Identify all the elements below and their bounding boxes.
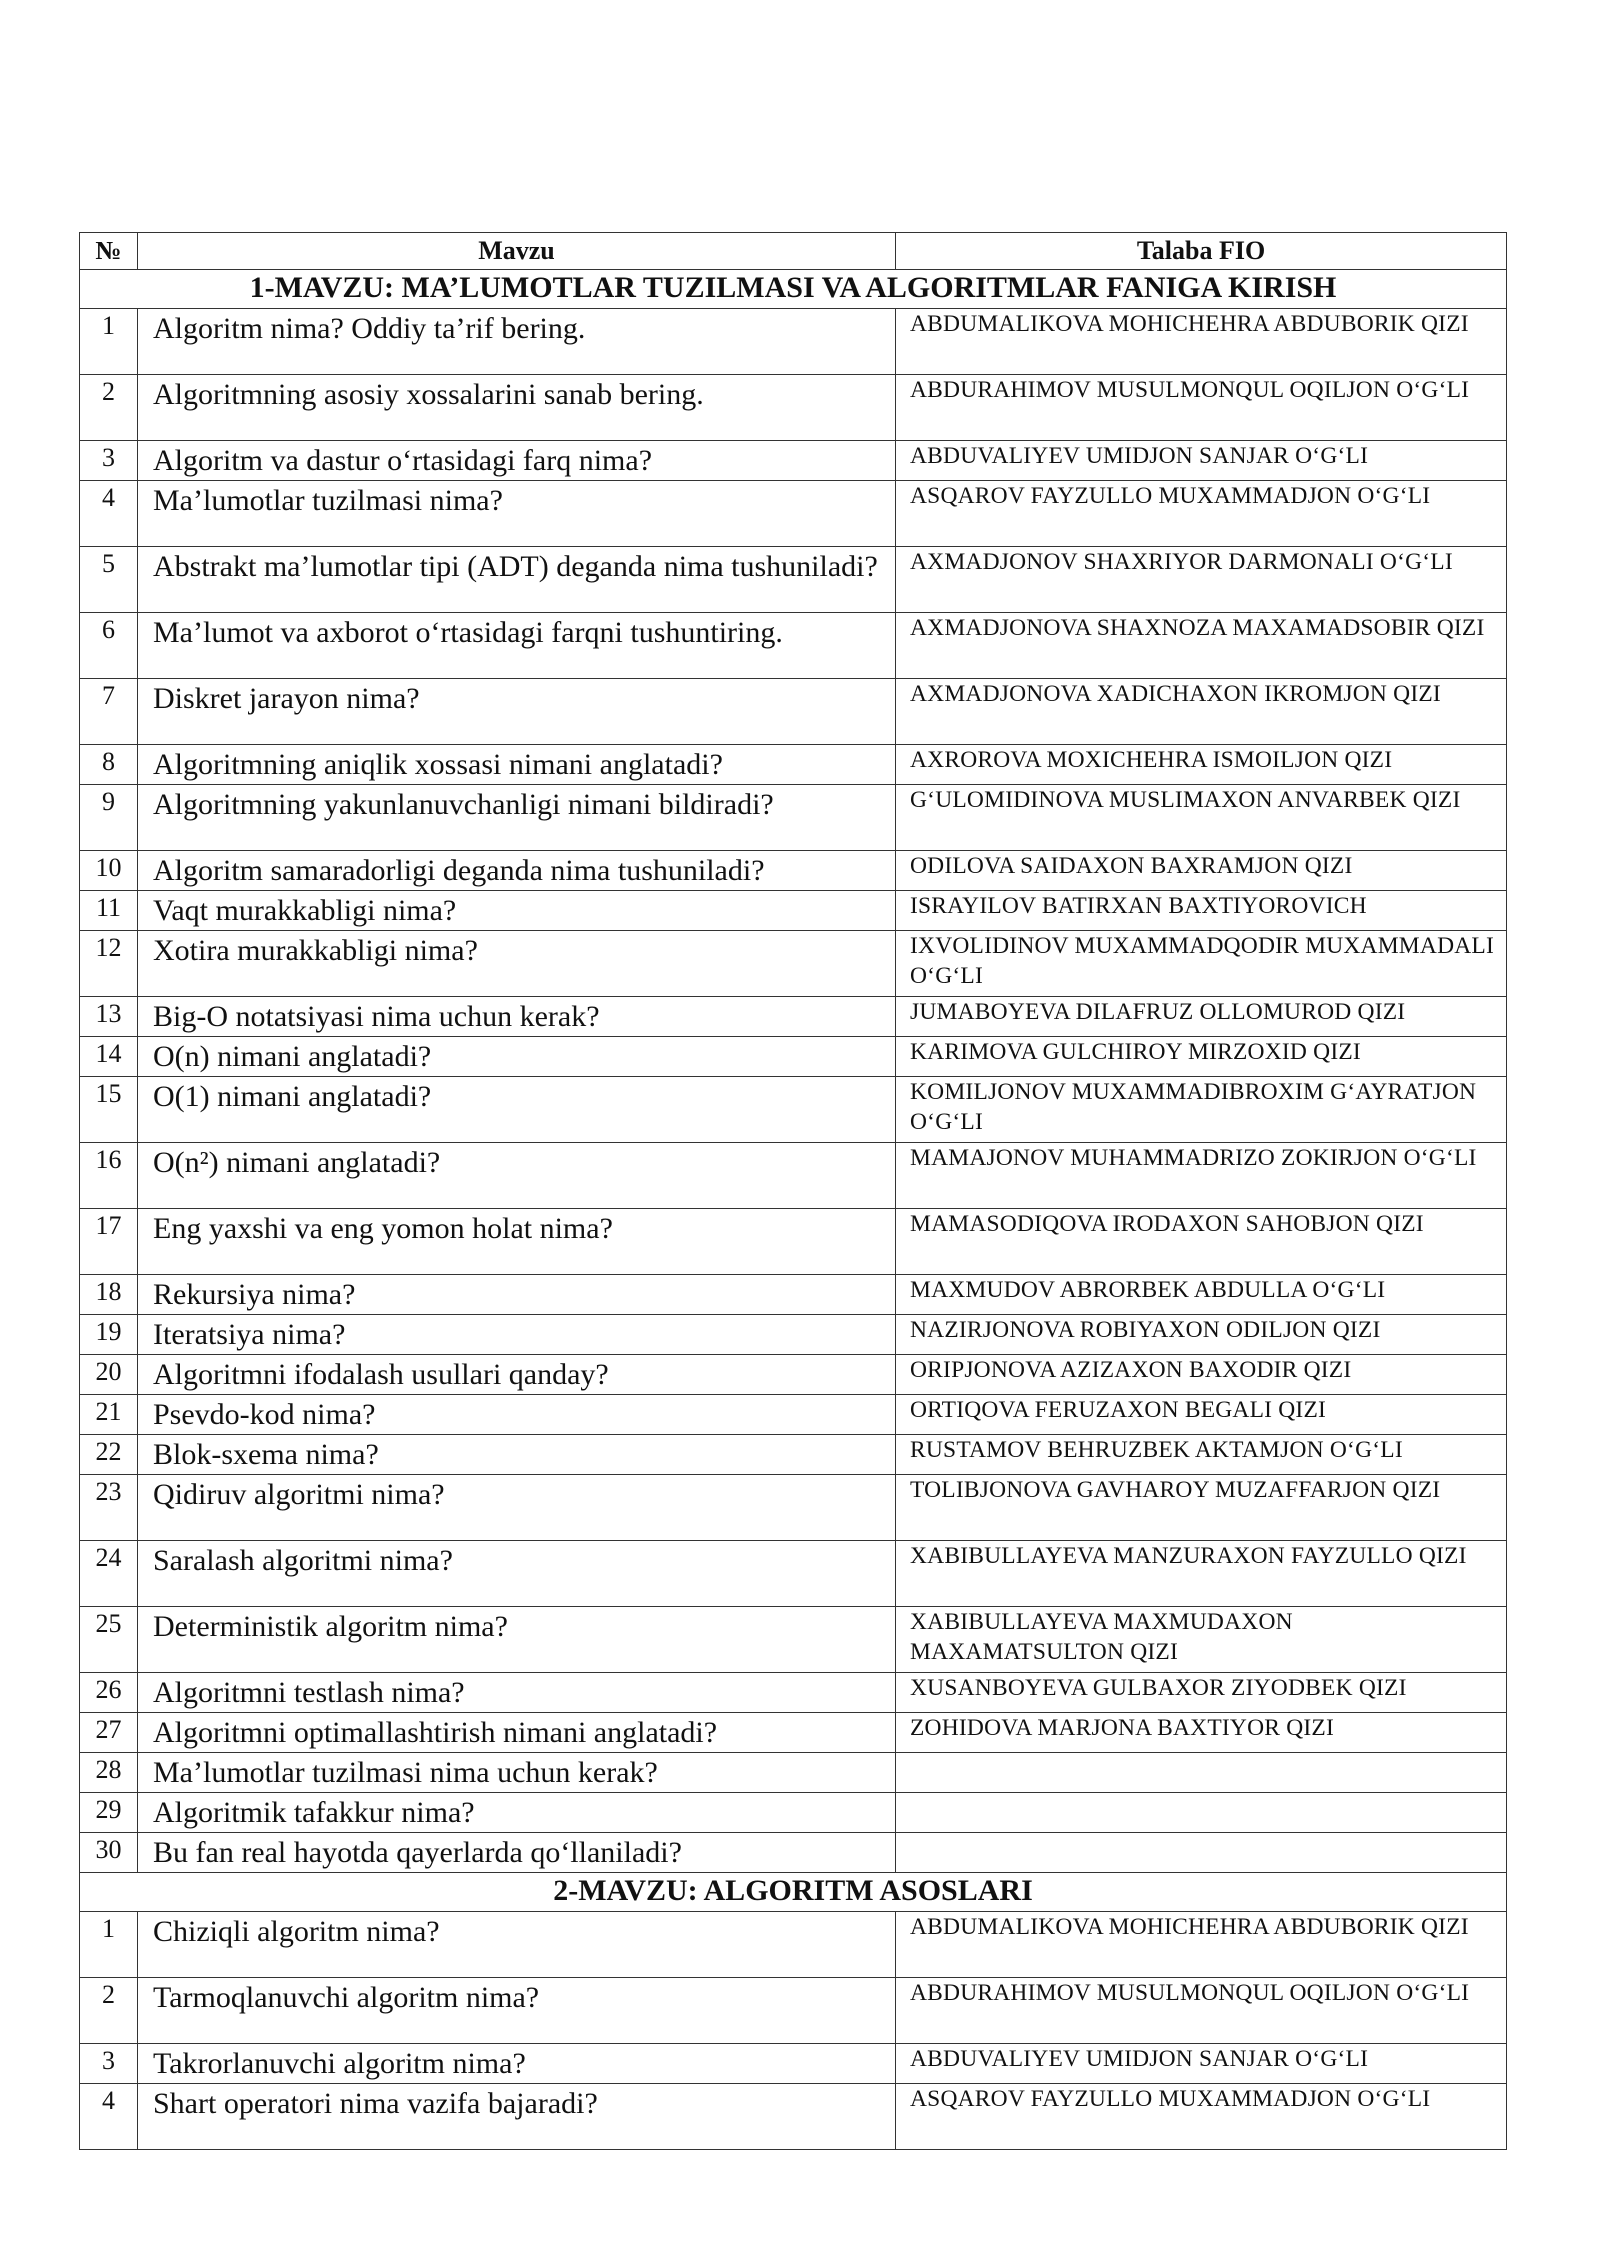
student-name-cell: JUMABOYEVA DILAFRUZ OLLOMUROD QIZI xyxy=(896,997,1507,1037)
row-number: 23 xyxy=(80,1475,138,1541)
topic-cell: Qidiruv algoritmi nima? xyxy=(138,1475,896,1541)
topic-cell: Xotira murakkabligi nima? xyxy=(138,931,896,997)
row-number: 4 xyxy=(80,481,138,547)
student-name-cell: AXMADJONOVA SHAXNOZA MAXAMADSOBIR QIZI xyxy=(896,613,1507,679)
table-row xyxy=(80,1912,1507,1978)
student-name-cell: RUSTAMOV BEHRUZBEK AKTAMJON O‘G‘LI xyxy=(896,1435,1507,1475)
student-name-cell: MAXMUDOV ABRORBEK ABDULLA O‘G‘LI xyxy=(896,1275,1507,1315)
table-row xyxy=(80,2044,1507,2084)
table-row xyxy=(80,1978,1507,2044)
topic-cell: O(n) nimani anglatadi? xyxy=(138,1037,896,1077)
table-row xyxy=(80,1753,1507,1793)
topic-cell: Abstrakt ma’lumotlar tipi (ADT) deganda nima tushuniladi? xyxy=(138,547,896,613)
section-title: 1-MAVZU: MA’LUMOTLAR TUZILMASI VA ALGORITMLAR FANIGA KIRISH xyxy=(80,270,1507,309)
table-row xyxy=(80,613,1507,679)
table-row xyxy=(80,1077,1507,1143)
table-row xyxy=(80,1209,1507,1275)
topic-cell: Ma’lumotlar tuzilmasi nima? xyxy=(138,481,896,547)
assignment-table xyxy=(79,232,1507,2150)
student-name-cell: ABDUMALIKOVA MOHICHEHRA ABDUBORIK QIZI xyxy=(896,309,1507,375)
row-number: 13 xyxy=(80,997,138,1037)
table-row xyxy=(80,1673,1507,1713)
topic-cell: O(1) nimani anglatadi? xyxy=(138,1077,896,1143)
row-number: 25 xyxy=(80,1607,138,1673)
topic-cell: Algoritm nima? Oddiy ta’rif bering. xyxy=(138,309,896,375)
row-number: 15 xyxy=(80,1077,138,1143)
student-name-cell: XUSANBOYEVA GULBAXOR ZIYODBEK QIZI xyxy=(896,1673,1507,1713)
topic-cell: Algoritm samaradorligi deganda nima tushuniladi? xyxy=(138,851,896,891)
row-number: 17 xyxy=(80,1209,138,1275)
student-name-cell: ABDURAHIMOV MUSULMONQUL OQILJON O‘G‘LI xyxy=(896,375,1507,441)
topic-cell: Algoritmning asosiy xossalarini sanab bering. xyxy=(138,375,896,441)
table-row xyxy=(80,1315,1507,1355)
student-name-cell xyxy=(896,1833,1507,1873)
table-row xyxy=(80,785,1507,851)
topic-cell: Iteratsiya nima? xyxy=(138,1315,896,1355)
topic-cell: Saralash algoritmi nima? xyxy=(138,1541,896,1607)
table-row xyxy=(80,1713,1507,1753)
table-row xyxy=(80,891,1507,931)
header-student: Talaba FIO xyxy=(896,233,1507,270)
topic-cell: Ma’lumot va axborot o‘rtasidagi farqni tushuntiring. xyxy=(138,613,896,679)
student-name-cell: G‘ULOMIDINOVA MUSLIMAXON ANVARBEK QIZI xyxy=(896,785,1507,851)
row-number: 2 xyxy=(80,375,138,441)
student-name-cell: ABDUVALIYEV UMIDJON SANJAR O‘G‘LI xyxy=(896,2044,1507,2084)
student-name-cell: XABIBULLAYEVA MANZURAXON FAYZULLO QIZI xyxy=(896,1541,1507,1607)
student-name-cell: KOMILJONOV MUXAMMADIBROXIM G‘AYRATJON O‘G‘LI xyxy=(896,1077,1507,1143)
table-row xyxy=(80,375,1507,441)
row-number: 11 xyxy=(80,891,138,931)
topic-cell: Eng yaxshi va eng yomon holat nima? xyxy=(138,1209,896,1275)
header-topic: Mavzu xyxy=(138,233,896,270)
student-name-cell: ABDUVALIYEV UMIDJON SANJAR O‘G‘LI xyxy=(896,441,1507,481)
table-row xyxy=(80,745,1507,785)
student-name-cell: ABDURAHIMOV MUSULMONQUL OQILJON O‘G‘LI xyxy=(896,1978,1507,2044)
topic-cell: Deterministik algoritm nima? xyxy=(138,1607,896,1673)
table-row xyxy=(80,1275,1507,1315)
table-row xyxy=(80,1833,1507,1873)
topic-cell: Big-O notatsiyasi nima uchun kerak? xyxy=(138,997,896,1037)
row-number: 7 xyxy=(80,679,138,745)
header-row xyxy=(80,233,1507,270)
row-number: 3 xyxy=(80,441,138,481)
topic-cell: Blok-sxema nima? xyxy=(138,1435,896,1475)
student-name-cell: XABIBULLAYEVA MAXMUDAXON MAXAMATSULTON QIZI xyxy=(896,1607,1507,1673)
student-name-cell xyxy=(896,1793,1507,1833)
topic-cell: Takrorlanuvchi algoritm nima? xyxy=(138,2044,896,2084)
table-row xyxy=(80,1793,1507,1833)
table-row xyxy=(80,309,1507,375)
topic-cell: Algoritmni optimallashtirish nimani anglatadi? xyxy=(138,1713,896,1753)
student-name-cell: ZOHIDOVA MARJONA BAXTIYOR QIZI xyxy=(896,1713,1507,1753)
student-name-cell: ORIPJONOVA AZIZAXON BAXODIR QIZI xyxy=(896,1355,1507,1395)
row-number: 29 xyxy=(80,1793,138,1833)
row-number: 8 xyxy=(80,745,138,785)
table-row xyxy=(80,2084,1507,2150)
student-name-cell: ORTIQOVA FERUZAXON BEGALI QIZI xyxy=(896,1395,1507,1435)
row-number: 27 xyxy=(80,1713,138,1753)
student-name-cell: TOLIBJONOVA GAVHAROY MUZAFFARJON QIZI xyxy=(896,1475,1507,1541)
table-row xyxy=(80,1541,1507,1607)
student-name-cell: AXMADJONOVA XADICHAXON IKROMJON QIZI xyxy=(896,679,1507,745)
table-row xyxy=(80,997,1507,1037)
row-number: 4 xyxy=(80,2084,138,2150)
table-body xyxy=(80,270,1507,2150)
student-name-cell: ASQAROV FAYZULLO MUXAMMADJON O‘G‘LI xyxy=(896,481,1507,547)
row-number: 22 xyxy=(80,1435,138,1475)
topic-cell: O(n²) nimani anglatadi? xyxy=(138,1143,896,1209)
row-number: 9 xyxy=(80,785,138,851)
student-name-cell: ASQAROV FAYZULLO MUXAMMADJON O‘G‘LI xyxy=(896,2084,1507,2150)
topic-cell: Rekursiya nima? xyxy=(138,1275,896,1315)
table-row xyxy=(80,1607,1507,1673)
row-number: 16 xyxy=(80,1143,138,1209)
student-name-cell xyxy=(896,1753,1507,1793)
table-row xyxy=(80,679,1507,745)
topic-cell: Algoritm va dastur o‘rtasidagi farq nima? xyxy=(138,441,896,481)
row-number: 6 xyxy=(80,613,138,679)
row-number: 12 xyxy=(80,931,138,997)
topic-cell: Algoritmni ifodalash usullari qanday? xyxy=(138,1355,896,1395)
table-row xyxy=(80,1395,1507,1435)
section-title-row xyxy=(80,1873,1507,1912)
topic-cell: Algoritmning aniqlik xossasi nimani anglatadi? xyxy=(138,745,896,785)
table-row xyxy=(80,931,1507,997)
row-number: 5 xyxy=(80,547,138,613)
topic-cell: Psevdo-kod nima? xyxy=(138,1395,896,1435)
topic-cell: Algoritmik tafakkur nima? xyxy=(138,1793,896,1833)
student-name-cell: AXMADJONOV SHAXRIYOR DARMONALI O‘G‘LI xyxy=(896,547,1507,613)
topic-cell: Tarmoqlanuvchi algoritm nima? xyxy=(138,1978,896,2044)
table-row xyxy=(80,1037,1507,1077)
table-row xyxy=(80,547,1507,613)
row-number: 1 xyxy=(80,1912,138,1978)
topic-cell: Algoritmni testlash nima? xyxy=(138,1673,896,1713)
row-number: 28 xyxy=(80,1753,138,1793)
topic-cell: Algoritmning yakunlanuvchanligi nimani bildiradi? xyxy=(138,785,896,851)
student-name-cell: ISRAYILOV BATIRXAN BAXTIYOROVICH xyxy=(896,891,1507,931)
row-number: 21 xyxy=(80,1395,138,1435)
row-number: 3 xyxy=(80,2044,138,2084)
row-number: 26 xyxy=(80,1673,138,1713)
topic-cell: Bu fan real hayotda qayerlarda qo‘llaniladi? xyxy=(138,1833,896,1873)
table-row xyxy=(80,851,1507,891)
student-name-cell: NAZIRJONOVA ROBIYAXON ODILJON QIZI xyxy=(896,1315,1507,1355)
student-name-cell: KARIMOVA GULCHIROY MIRZOXID QIZI xyxy=(896,1037,1507,1077)
row-number: 24 xyxy=(80,1541,138,1607)
table-row xyxy=(80,481,1507,547)
section-title: 2-MAVZU: ALGORITM ASOSLARI xyxy=(80,1873,1507,1912)
row-number: 18 xyxy=(80,1275,138,1315)
student-name-cell: MAMAJONOV MUHAMMADRIZO ZOKIRJON O‘G‘LI xyxy=(896,1143,1507,1209)
topic-cell: Vaqt murakkabligi nima? xyxy=(138,891,896,931)
table-row xyxy=(80,1355,1507,1395)
student-name-cell: ODILOVA SAIDAXON BAXRAMJON QIZI xyxy=(896,851,1507,891)
student-name-cell: ABDUMALIKOVA MOHICHEHRA ABDUBORIK QIZI xyxy=(896,1912,1507,1978)
table-row xyxy=(80,1475,1507,1541)
row-number: 30 xyxy=(80,1833,138,1873)
section-title-row xyxy=(80,270,1507,309)
topic-cell: Shart operatori nima vazifa bajaradi? xyxy=(138,2084,896,2150)
row-number: 2 xyxy=(80,1978,138,2044)
table-row xyxy=(80,441,1507,481)
student-name-cell: AXROROVA MOXICHEHRA ISMOILJON QIZI xyxy=(896,745,1507,785)
topic-cell: Ma’lumotlar tuzilmasi nima uchun kerak? xyxy=(138,1753,896,1793)
row-number: 14 xyxy=(80,1037,138,1077)
student-name-cell: MAMASODIQOVA IRODAXON SAHOBJON QIZI xyxy=(896,1209,1507,1275)
row-number: 19 xyxy=(80,1315,138,1355)
table-row xyxy=(80,1143,1507,1209)
topic-cell: Chiziqli algoritm nima? xyxy=(138,1912,896,1978)
header-number: № xyxy=(80,233,138,270)
row-number: 1 xyxy=(80,309,138,375)
student-name-cell: IXVOLIDINOV MUXAMMADQODIR MUXAMMADALI O‘G‘LI xyxy=(896,931,1507,997)
row-number: 20 xyxy=(80,1355,138,1395)
table-row xyxy=(80,1435,1507,1475)
row-number: 10 xyxy=(80,851,138,891)
topic-cell: Diskret jarayon nima? xyxy=(138,679,896,745)
